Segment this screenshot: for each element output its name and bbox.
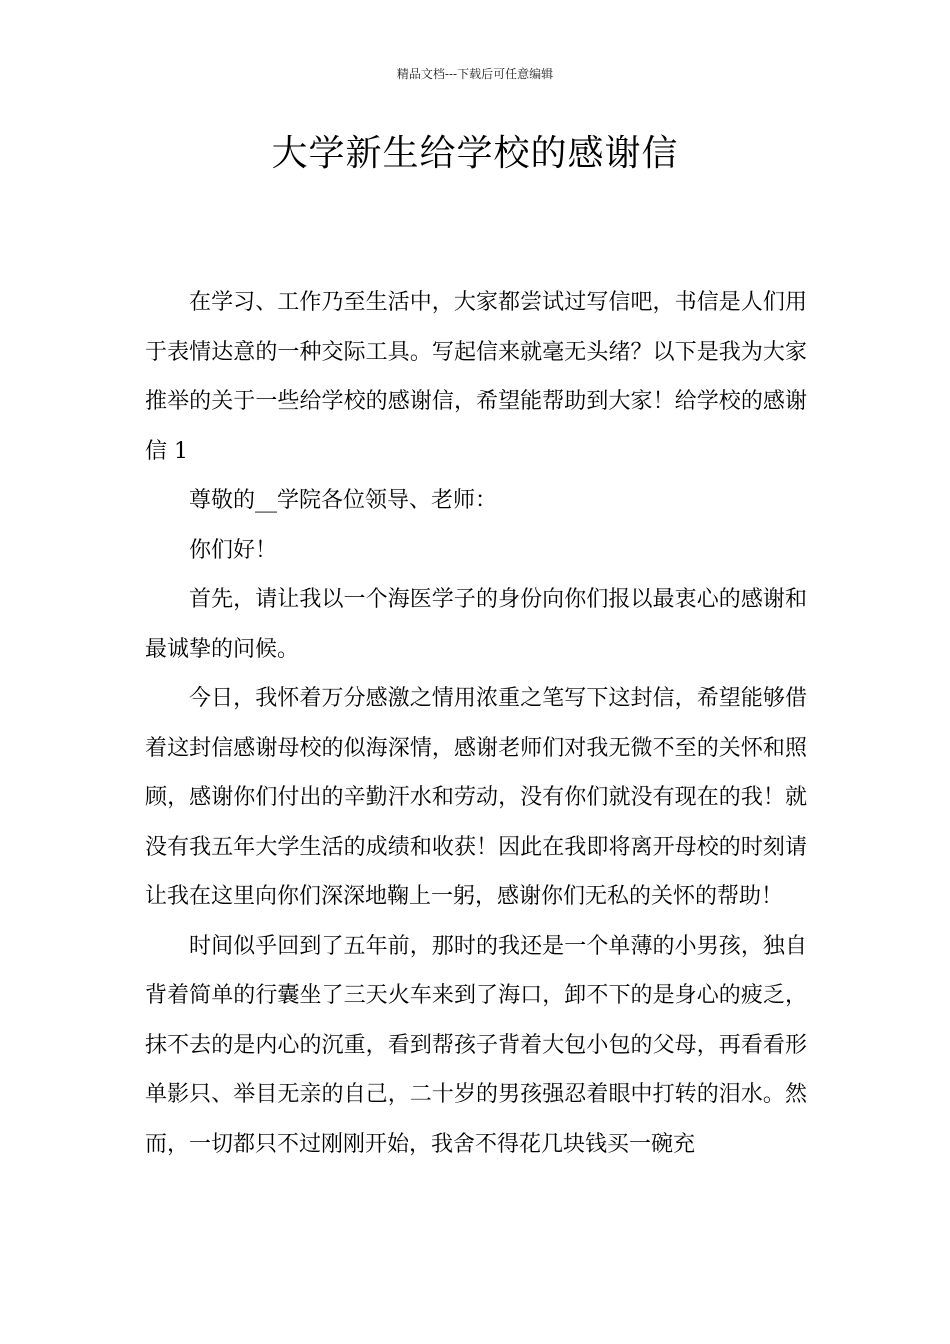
page-header: 精品文档---下载后可任意编辑 (396, 67, 554, 81)
letter-body (145, 278, 807, 1169)
paragraph-intro: 在学习、工作乃至生活中，大家都尝试过写信吧，书信是人们用于表情达意的一种交际工具。写起信来就毫无头绪？以下是我为大家推举的关于一些给学校的感谢信，希望能帮助到大家！给学校的感谢信 1 (145, 290, 807, 464)
paragraph-thanks: 首先，请让我以一个海医学子的身份向你们报以最衷心的感谢和最诚挚的问候。 (145, 587, 807, 662)
paragraph-gratitude: 今日，我怀着万分感激之情用浓重之笔写下这封信，希望能够借着这封信感谢母校的似海深情，感谢老师们对我无微不至的关怀和照顾，感谢你们付出的辛勤汗水和劳动，没有你们就没有现在的我！就没有我五年大学生活的成绩和收获！因此在我即将离开母校的时刻请让我在这里向你们深深地鞠上一躬，感谢你们无私的关怀的帮助！ (145, 686, 807, 909)
paragraph-memory: 时间似乎回到了五年前，那时的我还是一个单薄的小男孩，独自背着简单的行囊坐了三天火车来到了海口，卸不下的是身心的疲乏，抹不去的是内心的沉重，看到帮孩子背着大包小包的父母，再看看形单影只、举目无亲的自己，二十岁的男孩强忍着眼中打转的泪水。然而，一切都只不过刚刚开始，我舍不得花几块钱买一碗充 (145, 933, 807, 1157)
document-title: 大学新生给学校的感谢信 (271, 133, 679, 174)
paragraph-greeting: 你们好！ (189, 537, 278, 563)
paragraph-salutation: 尊敬的__学院各位领导、老师： (189, 488, 498, 513)
